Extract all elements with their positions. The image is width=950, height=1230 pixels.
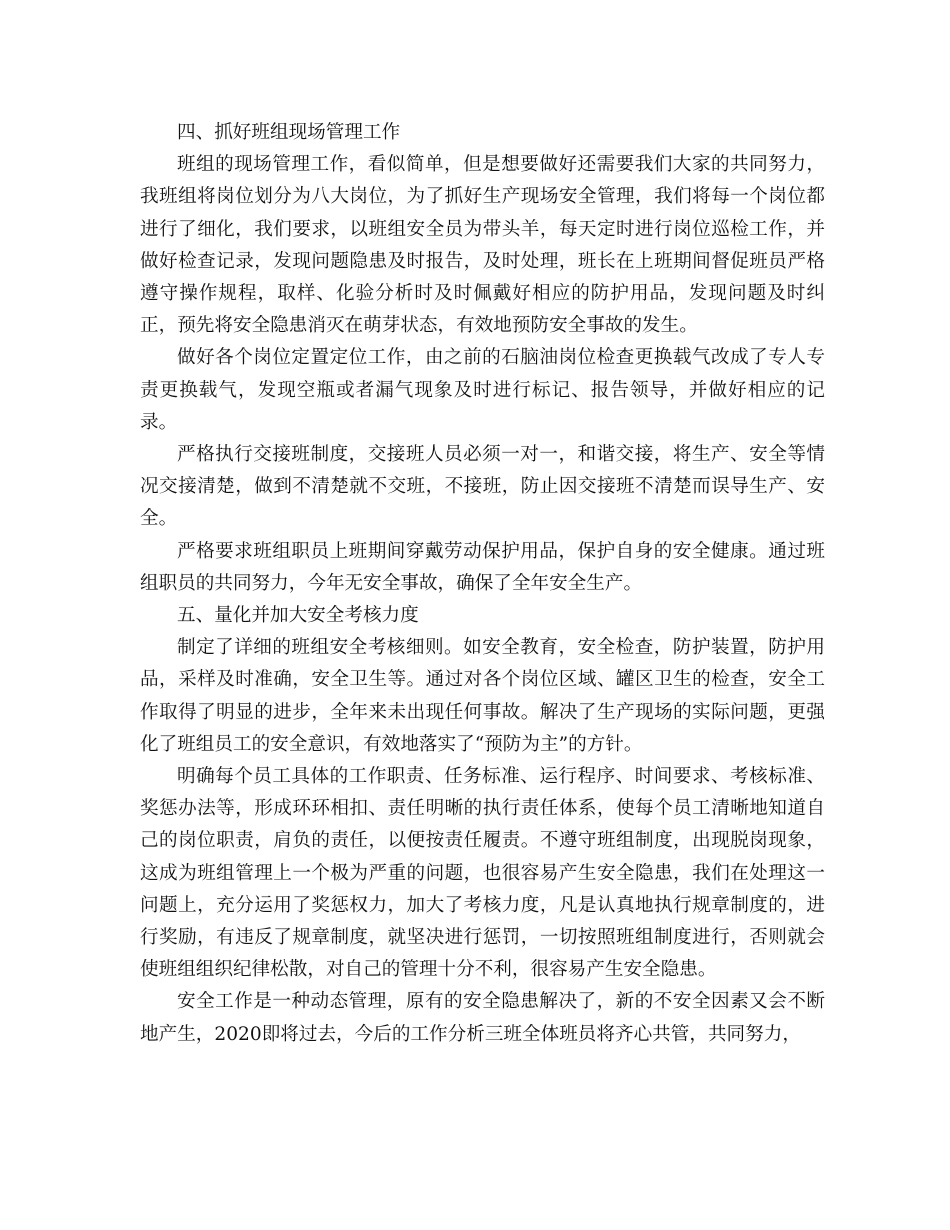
section-heading-4: 四、抓好班组现场管理工作: [177, 122, 401, 143]
section-heading-5: 五、量化并加大安全考核力度: [177, 605, 419, 627]
paragraph-shift-handover: 严格执行交接班制度，交接班人员必须一对一，和谐交接，将生产、安全等情况交接清楚，做到不清楚就不交班，不接班，防止因交接班不清楚而误导生产、安全。: [140, 444, 825, 530]
paragraph-site-management: 班组的现场管理工作，看似简单，但是想要做好还需要我们大家的共同努力，我班组将岗位划分为八大岗位，为了抓好生产现场安全管理，我们将每一个岗位都进行了细化，我们要求，以班组安全员为带头羊，每天定时进行岗位巡检工作，并做好检查记录，发现问题隐患及时报告，及时处理，班长在上班期间督促班员严格遵守操作规程，取样、化验分析时及时佩戴好相应的防护用品，发现问题及时纠正，预先将安全隐患消灭在萌芽状态，有效地预防安全事故的发生。: [140, 154, 825, 337]
paragraph-dynamic-management: 安全工作是一种动态管理，原有的安全隐患解决了，新的不安全因素又会不断地产生，2020即将过去，今后的工作分析三班全体班员将齐心共管，共同努力，: [140, 991, 825, 1045]
paragraph-assessment-rules: 制定了详细的班组安全考核细则。如安全教育，安全检查，防护装置，防护用品，采样及时准确，安全卫生等。通过对各个岗位区域、罐区卫生的检查，安全工作取得了明显的进步，全年来未出现任何事故。解决了生产现场的实际问题，更强化了班组员工的安全意识，有效地落实了“预防为主”的方针。: [140, 637, 825, 755]
document-body: [140, 117, 825, 1051]
paragraph-post-positioning: 做好各个岗位定置定位工作，由之前的石脑油岗位检查更换载气改成了专人专责更换载气，发现空瓶或者漏气现象及时进行标记、报告领导，并做好相应的记录。: [140, 347, 825, 433]
paragraph-protective-gear: 严格要求班组职员上班期间穿戴劳动保护用品，保护自身的安全健康。通过班组职员的共同努力，今年无安全事故，确保了全年安全生产。: [140, 540, 825, 594]
paragraph-responsibility-system: 明确每个员工具体的工作职责、任务标准、运行程序、时间要求、考核标准、奖惩办法等，形成环环相扣、责任明晰的执行责任体系，使每个员工清晰地知道自己的岗位职责，肩负的责任，以便按责任履责。不遵守班组制度，出现脱岗现象，这成为班组管理上一个极为严重的问题，也很容易产生安全隐患，我们在处理这一问题上，充分运用了奖惩权力，加大了考核力度，凡是认真地执行规章制度的，进行奖励，有违反了规章制度，就坚决进行惩罚，一切按照班组制度进行，否则就会使班组组织纪律松散，对自己的管理十分不利，很容易产生安全隐患。: [140, 766, 825, 981]
